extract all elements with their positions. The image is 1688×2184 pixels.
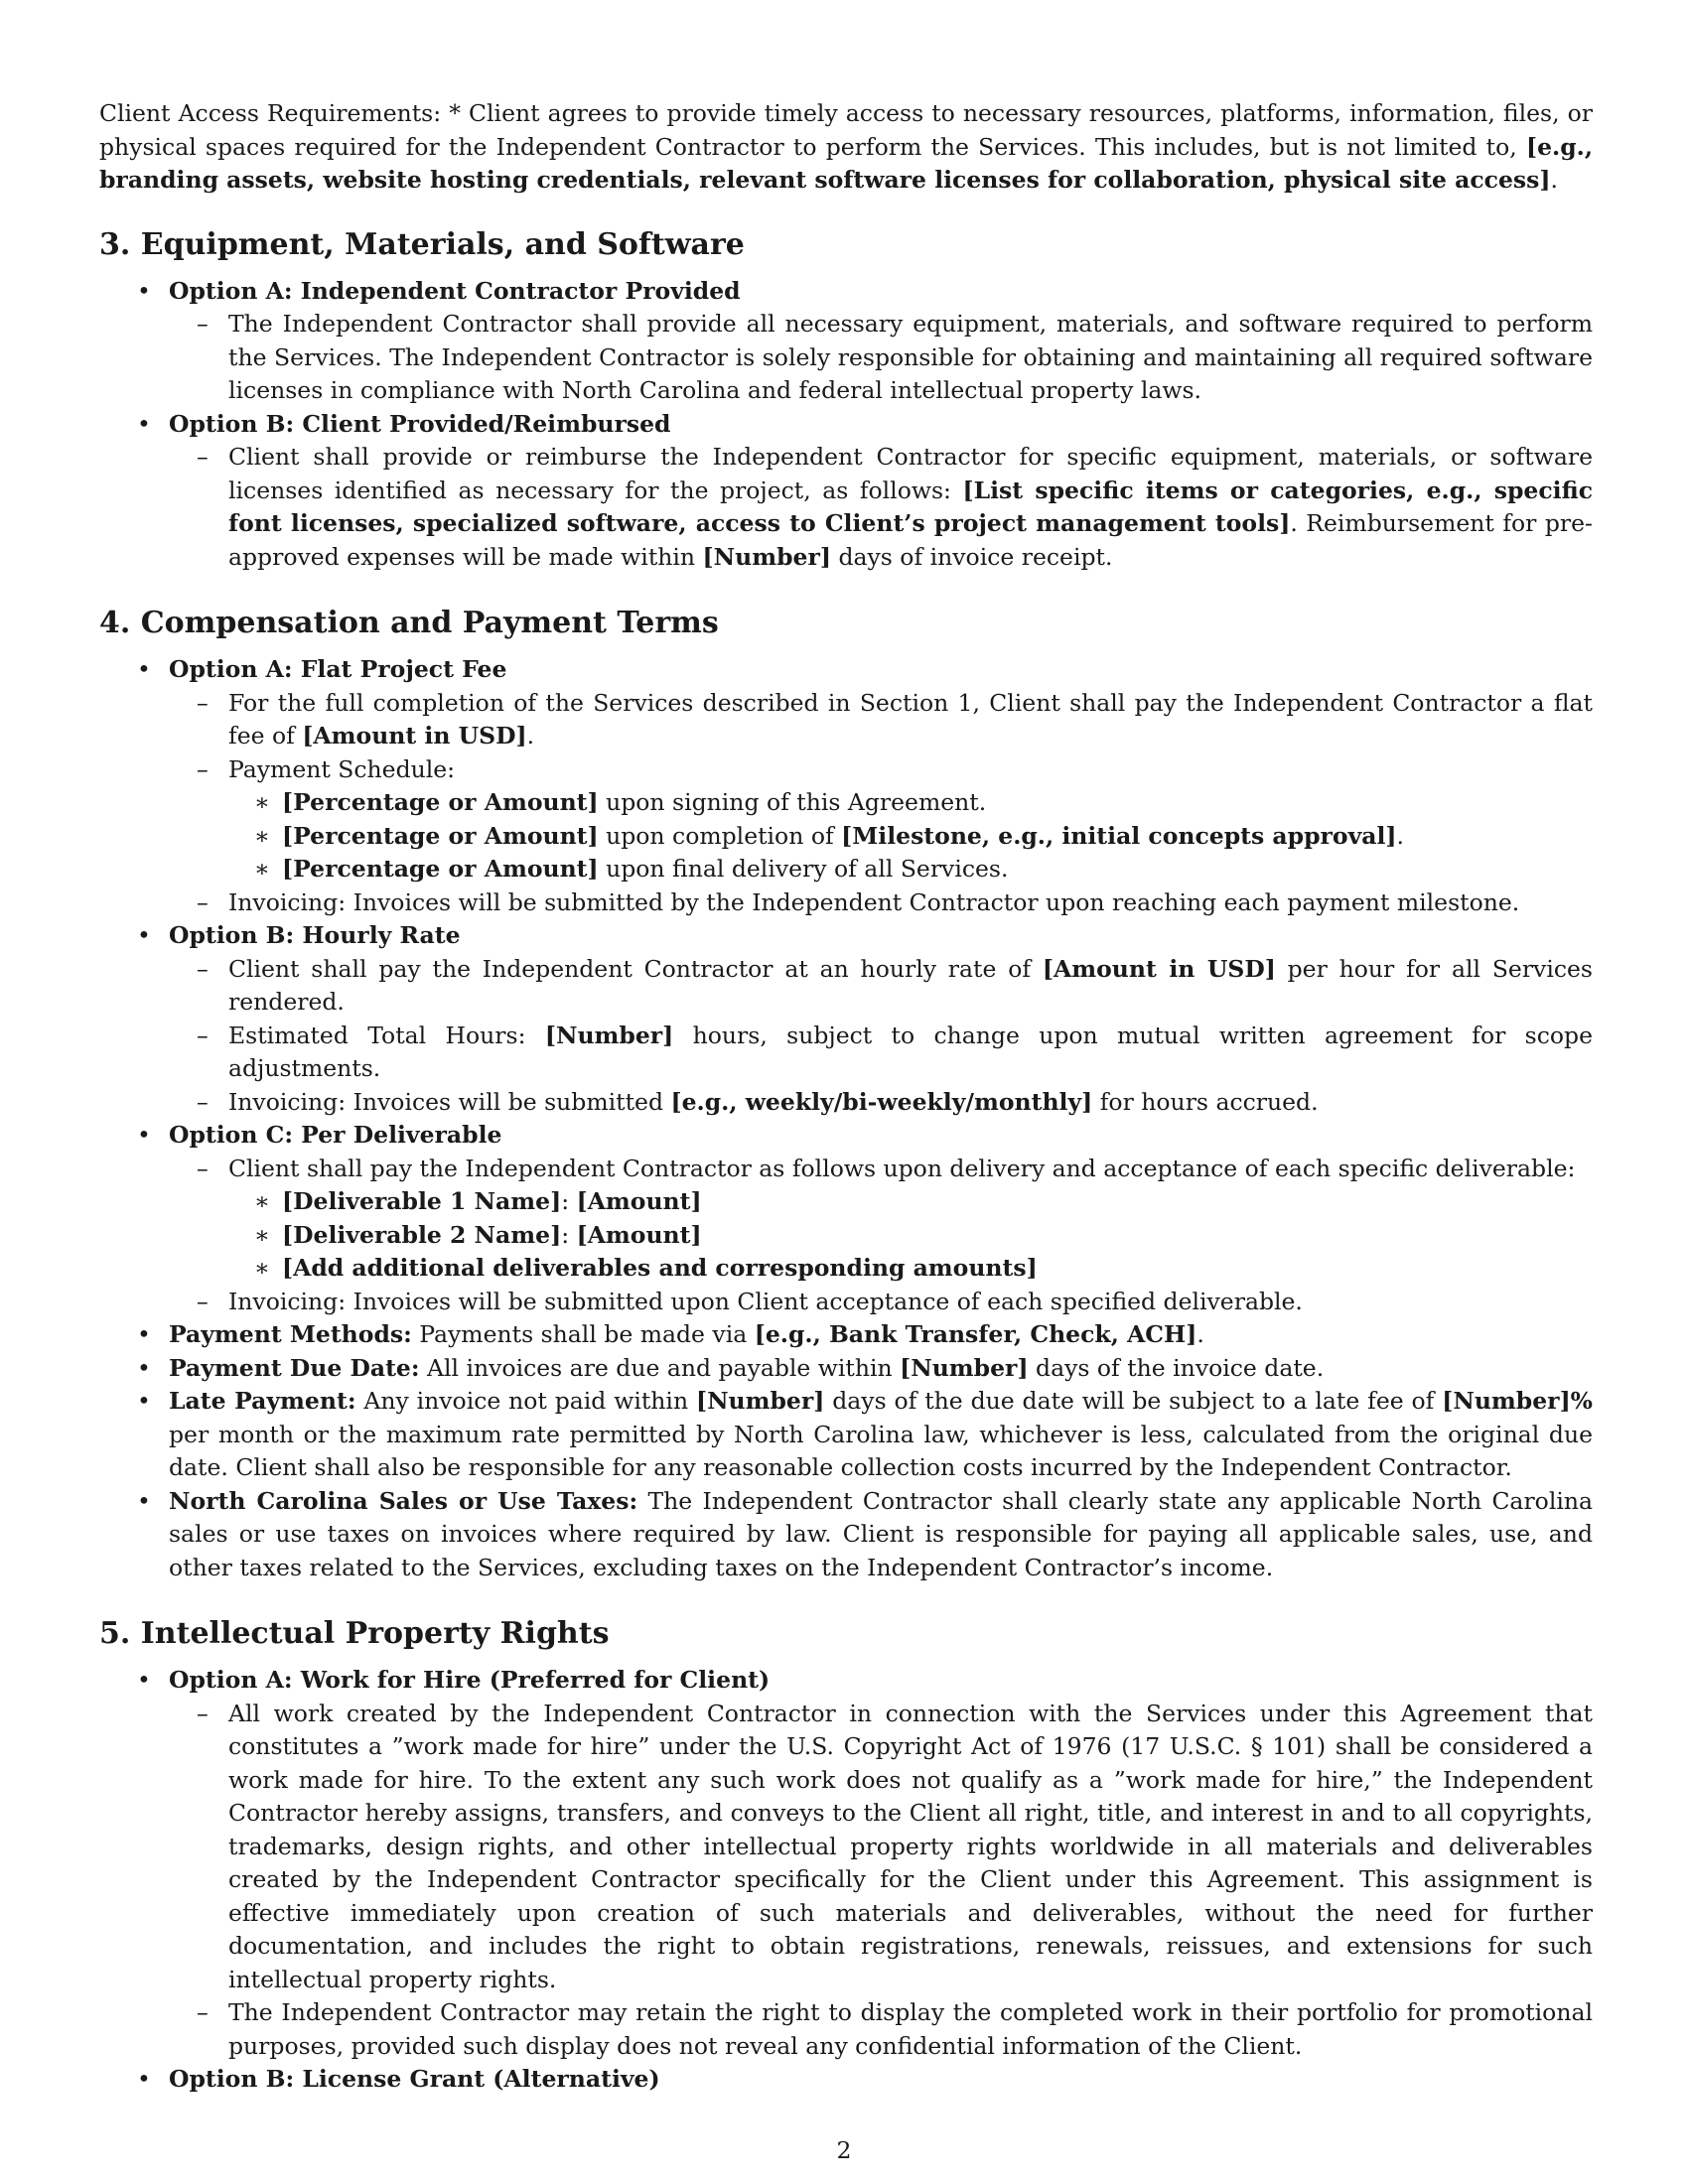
option-title: Option A: Flat Project Fee [169,655,507,683]
list-item [99,653,1593,919]
list-item [99,408,1593,575]
list-item [99,275,1593,408]
list-item: ∗ [Percentage or Amount] upon signing of this Agreement. [228,786,1593,820]
list-item [99,919,1593,1119]
list-item: – Client shall pay the Independent Contractor at an hourly rate of [Amount in USD] per hour for all Services rendered. [169,953,1593,1020]
page-number: 2 [836,2136,852,2164]
client-access-paragraph: Client Access Requirements: * Client agrees to provide timely access to necessary resources, platforms, information, files, or physical spaces required for the Independent Contractor to perform the Services. This includes, but is not limited to, [e.g., branding assets, website hosting credentials, relevant software licenses for collaboration, physical site access]. [99,99,1593,194]
list-item [99,1664,1593,2063]
section-5-heading: 5. Intellectual Property Rights [99,1616,610,1651]
list-item: – Invoicing: Invoices will be submitted by the Independent Contractor upon reaching each payment milestone. [169,887,1593,920]
list-item: ∗ [Add additional deliverables and corresponding amounts] [228,1252,1593,1286]
option-title: Option B: Client Provided/Reimbursed [169,409,671,438]
list-item: ∗ [Deliverable 1 Name]: [Amount] [228,1185,1593,1219]
section-4-options [99,653,1593,1584]
list-item: • North Carolina Sales or Use Taxes: The Independent Contractor shall clearly state any applicable North Carolina sales or use taxes on invoices where required by law. Client is responsible for paying all applicable sales, use, and other taxes related to the Services, excluding taxes on the Independent Contractor’s income. [99,1485,1593,1585]
list-item: – All work created by the Independent Contractor in connection with the Services under this Agreement that constitutes a ”work made for hire” under the U.S. Copyright Act of 1976 (17 U.S.C. § 101) shall be considered a work made for hire. To the extent any such work does not qualify as a ”work made for hire,” the Independent Contractor hereby assigns, transfers, and conveys to the Client all right, title, and interest in and to all copyrights, trademarks, design rights, and other intellectual property rights worldwide in all materials and deliverables created by the Independent Contractor specifically for the Client under this Agreement. This assignment is effective immediately upon creation of such materials and deliverables, without the need for further documentation, and includes the right to obtain registrations, renewals, reissues, and extensions for such intellectual property rights. [169,1698,1593,1997]
list-item [99,1119,1593,1318]
section-4-heading: 4. Compensation and Payment Terms [99,606,719,640]
list-item: – Client shall pay the Independent Contractor as follows upon delivery and acceptance of each specific deliverable: ∗ [Deliverable 1 Name]: [Amount] ∗ [Deliverable 2 Name]: [Amount] ∗ [Add additional deliverables and corresponding amounts] [169,1153,1593,1286]
list-item: – Estimated Total Hours: [Number] hours, subject to change upon mutual written agreement for scope adjustments. [169,1020,1593,1086]
option-title: Option A: Independent Contractor Provided [169,276,741,305]
list-item: – Invoicing: Invoices will be submitted upon Client acceptance of each specified deliverable. [169,1286,1593,1319]
list-item [99,2063,1593,2097]
option-title: Option B: License Grant (Alternative) [169,2065,660,2093]
option-title: Option C: Per Deliverable [169,1121,502,1149]
section-5-options [99,1664,1593,2097]
option-title: Option B: Hourly Rate [169,921,461,949]
option-title: Option A: Work for Hire (Preferred for Client) [169,1666,771,1694]
list-item: – Payment Schedule: ∗ [Percentage or Amount] upon signing of this Agreement. ∗ [Percentage or Amount] upon completion of [Milestone, e.g., initial concepts approval]. ∗ [Percentage or Amount] upon final delivery of all Services. [169,753,1593,887]
list-item: – The Independent Contractor shall provide all necessary equipment, materials, and software required to perform the Services. The Independent Contractor is solely responsible for obtaining and maintaining all required software licenses in compliance with North Carolina and federal intellectual property laws. [169,308,1593,408]
list-item: – For the full completion of the Services described in Section 1, Client shall pay the Independent Contractor a flat fee of [Amount in USD]. [169,687,1593,753]
list-item: • Late Payment: Any invoice not paid within [Number] days of the due date will be subject to a late fee of [Number]% per month or the maximum rate permitted by North Carolina law, whichever is less, calculated from the original due date. Client shall also be responsible for any reasonable collection costs incurred by the Independent Contractor. [99,1385,1593,1485]
list-item: – The Independent Contractor may retain the right to display the completed work in their portfolio for promotional purposes, provided such display does not reveal any confidential information of the Client. [169,1996,1593,2063]
list-item: • Payment Methods: Payments shall be made via [e.g., Bank Transfer, Check, ACH]. [99,1318,1593,1352]
section-3-heading: 3. Equipment, Materials, and Software [99,226,745,262]
list-item: – Invoicing: Invoices will be submitted [e.g., weekly/bi-weekly/monthly] for hours accrued. [169,1086,1593,1120]
list-item: ∗ [Percentage or Amount] upon final delivery of all Services. [228,853,1593,887]
list-item: – Client shall provide or reimburse the Independent Contractor for specific equipment, materials, or software licenses identified as necessary for the project, as follows: [List specific items or categories, e.g., specific font licenses, specialized software, access to Client’s project management tools]. Reimbursement for pre-approved expenses will be made within [Number] days of invoice receipt. [169,441,1593,574]
section-3-options [99,275,1593,575]
list-item: • Payment Due Date: All invoices are due and payable within [Number] days of the invoice date. [99,1352,1593,1386]
list-item: ∗ [Percentage or Amount] upon completion of [Milestone, e.g., initial concepts approval]. [228,820,1593,854]
list-item: ∗ [Deliverable 2 Name]: [Amount] [228,1219,1593,1253]
